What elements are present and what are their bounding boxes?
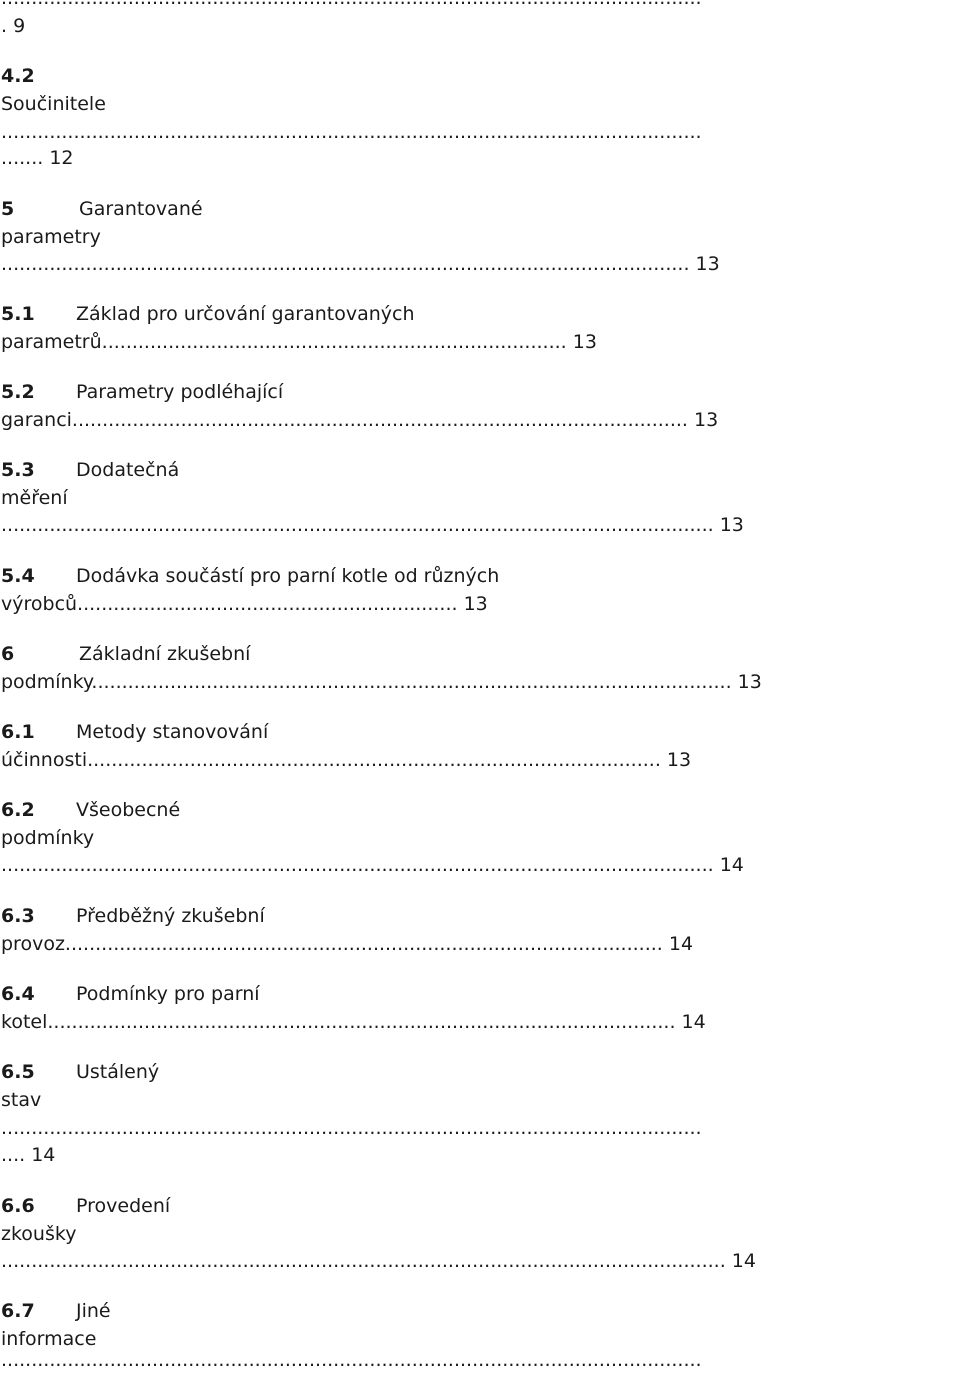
toc-entry-title-cont: podmínky.......................................................................................................... 13 (1, 671, 762, 693)
toc-entry-6-2[interactable] (1, 796, 180, 824)
toc-entry-title-cont: stav (1, 1089, 42, 1111)
toc-entry-title: Součinitele (1, 93, 106, 115)
toc-entry-number: 6 (1, 643, 15, 665)
toc-entry-title: Parametry podléhající (76, 381, 284, 403)
toc-entry-6-7[interactable] (1, 1297, 111, 1325)
toc-entry-title-cont: parametrů............................................................................. 13 (1, 331, 597, 353)
toc-entry-title: Garantované (79, 198, 203, 220)
toc-entry-5-2[interactable] (1, 378, 283, 406)
toc-dots-line: ...................................................................................................................... 13 (1, 514, 744, 536)
toc-entry-number: 6.7 (1, 1300, 35, 1322)
toc-entry-number: 6.2 (1, 799, 35, 821)
toc-entry-number: 6.1 (1, 721, 35, 743)
toc-entry-6-4[interactable] (1, 980, 260, 1008)
toc-entry-title: Jiné (76, 1300, 111, 1322)
toc-dots-line: ...................................................................................................................... 14 (1, 854, 744, 876)
toc-entry-title: Ustálený (76, 1061, 160, 1083)
toc-entry-title: Všeobecné (76, 799, 181, 821)
toc-entry-title-cont: zkoušky (1, 1223, 77, 1245)
toc-page-number: ....... 12 (1, 147, 74, 169)
toc-entry-title: Předběžný zkušební (76, 905, 265, 927)
toc-entry-title: Podmínky pro parní (76, 983, 260, 1005)
toc-entry-title-cont: kotel........................................................................................................ 14 (1, 1011, 706, 1033)
toc-entry-number: 5.1 (1, 303, 35, 325)
toc-entry-number: 6.5 (1, 1061, 35, 1083)
toc-entry-number: 5.3 (1, 459, 35, 481)
toc-dots-line: ........................................................................................................................ 14 (1, 1250, 756, 1272)
toc-entry-6[interactable] (1, 640, 250, 668)
toc-entry-title: Metody stanovování (76, 721, 269, 743)
toc-entry-4-2[interactable] (1, 62, 35, 90)
toc-entry-number: 5.4 (1, 565, 35, 587)
toc-entry-title: Dodávka součástí pro parní kotle od různých (76, 565, 500, 587)
toc-entry-number: 5.2 (1, 381, 35, 403)
toc-entry-5[interactable] (1, 195, 203, 223)
toc-entry-title: Základní zkušební (79, 643, 251, 665)
toc-entry-number: 6.4 (1, 983, 35, 1005)
toc-dots-line: .................................................................................................................. 13 (1, 253, 720, 275)
toc-dots-line: .................................................................................................................... (1, 1349, 702, 1371)
toc-entry-title-cont: měření (1, 487, 68, 509)
toc-entry-title: Dodatečná (76, 459, 180, 481)
toc-entry-title-cont: parametry (1, 226, 101, 248)
toc-entry-title: Provedení (76, 1195, 171, 1217)
toc-entry-5-1[interactable] (1, 300, 415, 328)
toc-entry-6-6[interactable] (1, 1192, 170, 1220)
toc-entry-number: 6.3 (1, 905, 35, 927)
toc-entry-5-3[interactable] (1, 456, 179, 484)
toc-entry-number: 6.6 (1, 1195, 35, 1217)
toc-entry-6-3[interactable] (1, 902, 265, 930)
toc-entry-6-1[interactable] (1, 718, 268, 746)
toc-entry-number: 5 (1, 198, 15, 220)
toc-entry-title-cont: informace (1, 1328, 97, 1350)
toc-entry-title-cont: výrobců............................................................... 13 (1, 593, 488, 615)
toc-dots-line (1, 0, 702, 12)
toc-entry-title-cont: účinnosti............................................................................................... 13 (1, 749, 692, 771)
toc-entry-6-5[interactable] (1, 1058, 159, 1086)
toc-page-number: . 9 (1, 15, 26, 37)
toc-entry-title-cont: garanci...................................................................................................... 13 (1, 409, 719, 431)
toc-entry-title-cont: podmínky (1, 827, 95, 849)
toc-entry-title-cont: provoz................................................................................................... 14 (1, 933, 694, 955)
toc-entry-5-4[interactable] (1, 562, 499, 590)
toc-dots-line: .................................................................................................................... (1, 1117, 702, 1139)
toc-page-number: .... 14 (1, 1144, 56, 1166)
toc-entry-title: Základ pro určování garantovaných (76, 303, 415, 325)
toc-entry-number: 4.2 (1, 65, 35, 87)
toc-dots-line: .................................................................................................................... (1, 121, 702, 143)
